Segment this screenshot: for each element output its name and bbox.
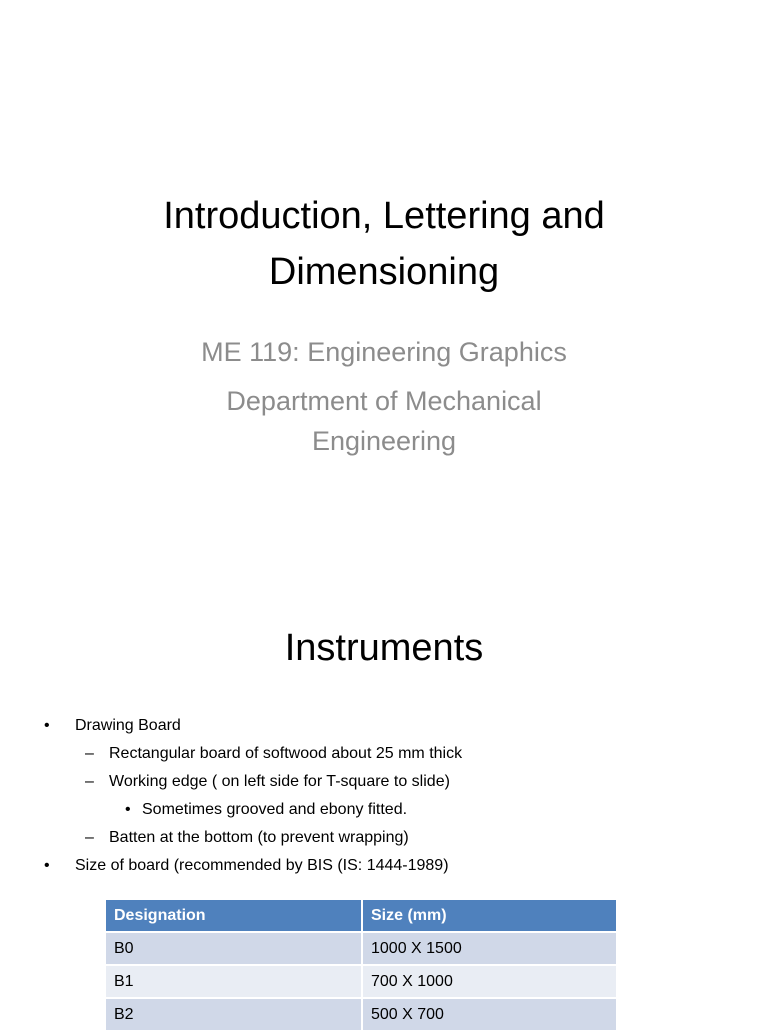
- cell-size: 1000 X 1500: [362, 932, 617, 965]
- header-designation: Designation: [106, 900, 362, 932]
- bullet-marker: •: [125, 801, 131, 818]
- slide-title: Instruments: [284, 627, 484, 669]
- cell-designation: B1: [106, 965, 362, 998]
- table-row: [106, 998, 617, 1031]
- title-line-1: Introduction, Lettering and: [163, 195, 605, 237]
- bullet-item: [0, 824, 768, 852]
- board-size-table: [106, 900, 618, 1032]
- bullet-item: [0, 768, 768, 796]
- bullet-text: Drawing Board: [75, 717, 181, 734]
- bullet-text: Working edge ( on left side for T-square to slide): [109, 773, 450, 790]
- bullet-text: Batten at the bottom (to prevent wrapping): [109, 829, 409, 846]
- bullet-item: [0, 852, 768, 880]
- cell-designation: B2: [106, 998, 362, 1031]
- title-line-2: Dimensioning: [268, 251, 500, 293]
- cell-size: 700 X 1000: [362, 965, 617, 998]
- bullet-text: Size of board (recommended by BIS (IS: 1444-1989): [75, 857, 449, 874]
- table-row: [106, 932, 617, 965]
- bullet-list: [0, 712, 768, 880]
- table-row: [106, 965, 617, 998]
- department-line-1: Department of Mechanical: [226, 386, 542, 416]
- department-line-2: Engineering: [311, 426, 457, 456]
- cell-size: 500 X 700: [362, 998, 617, 1031]
- header-size: Size (mm): [362, 900, 617, 932]
- bullet-marker: –: [85, 773, 94, 790]
- bullet-item: [0, 712, 768, 740]
- bullet-text: Sometimes grooved and ebony fitted.: [142, 801, 408, 818]
- department-subtitle: [60, 381, 708, 461]
- cell-designation: B0: [106, 932, 362, 965]
- table-header-row: [106, 900, 617, 932]
- instruments-slide: [0, 576, 768, 1024]
- bullet-marker: –: [85, 829, 94, 846]
- slide-title: [60, 188, 708, 300]
- bullet-item: [0, 796, 768, 824]
- bullet-text: Rectangular board of softwood about 25 mm thick: [109, 745, 463, 762]
- bullet-item: [0, 740, 768, 768]
- bullet-marker: •: [44, 857, 50, 874]
- course-subtitle: ME 119: Engineering Graphics: [201, 337, 567, 367]
- bullet-marker: •: [44, 717, 50, 734]
- bullet-marker: –: [85, 745, 94, 762]
